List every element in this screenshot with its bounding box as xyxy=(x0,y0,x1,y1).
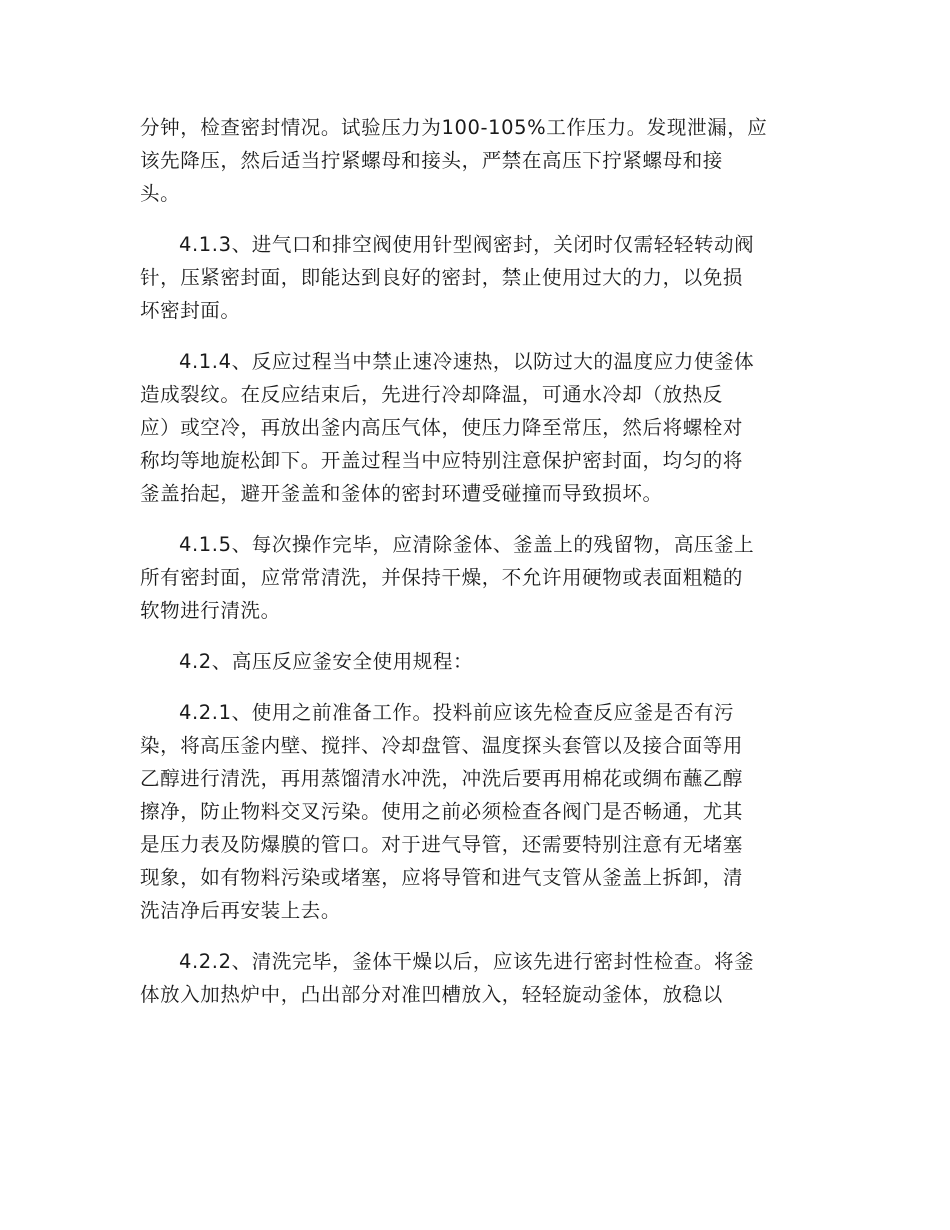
paragraph-4-1-4 xyxy=(140,345,805,510)
text-line: 坏密封面。 xyxy=(140,299,241,322)
text-line: 染，将高压釜内壁、搅拌、冷却盘管、温度探头套管以及接合面等用 xyxy=(140,734,744,757)
text-line: 体放入加热炉中，凸出部分对准凹槽放入，轻轻旋动釜体，放稳以 xyxy=(140,983,723,1006)
paragraph-4-1-3 xyxy=(140,228,805,327)
text-line: 是压力表及防爆膜的管口。对于进气导管，还需要特别注意有无堵塞 xyxy=(140,833,744,856)
text-line: 称均等地旋松卸下。开盖过程当中应特别注意保护密封面，均匀的将 xyxy=(140,449,744,472)
paragraph-4-2-1 xyxy=(140,696,805,927)
section-heading-4-2 xyxy=(140,645,805,678)
text-line: 现象，如有物料污染或堵塞，应将导管和进气支管从釜盖上拆卸，清 xyxy=(140,866,744,889)
text-line: 4.1.5、每次操作完毕，应清除釜体、釜盖上的残留物，高压釜上 xyxy=(179,533,755,556)
text-line: 擦净，防止物料交叉污染。使用之前必须检查各阀门是否畅通，尤其 xyxy=(140,800,744,823)
text-line: 软物进行清洗。 xyxy=(140,599,281,622)
text-line: 4.2.2、清洗完毕，釜体干燥以后，应该先进行密封性检查。将釜 xyxy=(179,950,755,973)
paragraph-continuation xyxy=(140,111,805,210)
text-line: 该先降压，然后适当拧紧螺母和接头，严禁在高压下拧紧螺母和接 xyxy=(140,149,723,172)
text-line: 分钟，检查密封情况。试验压力为100-105%工作压力。发现泄漏，应 xyxy=(140,116,768,139)
text-line: 应）或空冷，再放出釜内高压气体，使压力降至常压，然后将螺栓对 xyxy=(140,416,744,439)
document-body xyxy=(140,111,805,1029)
text-line: 4.2.1、使用之前准备工作。投料前应该先检查反应釜是否有污 xyxy=(179,701,735,724)
text-line: 头。 xyxy=(140,182,181,205)
paragraph-4-1-5 xyxy=(140,528,805,627)
paragraph-4-2-2 xyxy=(140,945,805,1011)
text-line: 所有密封面，应常常清洗，并保持干燥，不允许用硬物或表面粗糙的 xyxy=(140,566,744,589)
text-line: 4.2、高压反应釜安全使用规程： xyxy=(179,650,474,673)
text-line: 洗洁净后再安装上去。 xyxy=(140,899,342,922)
text-line: 针，压紧密封面，即能达到良好的密封，禁止使用过大的力，以免损 xyxy=(140,266,744,289)
text-line: 4.1.3、进气口和排空阀使用针型阀密封，关闭时仅需轻轻转动阀 xyxy=(179,233,755,256)
text-line: 乙醇进行清洗，再用蒸馏清水冲洗，冲洗后要再用棉花或绸布蘸乙醇 xyxy=(140,767,744,790)
text-line: 造成裂纹。在反应结束后，先进行冷却降温，可通水冷却（放热反 xyxy=(140,383,723,406)
text-line: 釜盖抬起，避开釜盖和釜体的密封环遭受碰撞而导致损坏。 xyxy=(140,482,663,505)
text-line: 4.1.4、反应过程当中禁止速冷速热，以防过大的温度应力使釜体 xyxy=(179,350,755,373)
